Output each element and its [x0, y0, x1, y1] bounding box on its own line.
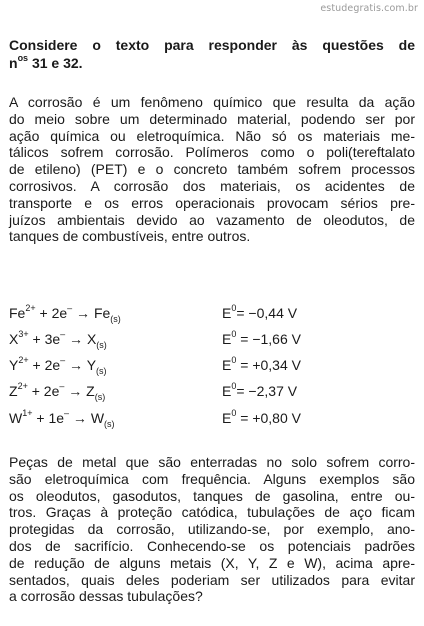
electron-sign: – — [67, 303, 73, 314]
potential-e: E — [222, 383, 232, 399]
product-state: (s) — [104, 418, 115, 429]
standard-potential — [222, 305, 297, 321]
heading-line-1: Considere o texto para responder às questões de — [9, 37, 415, 53]
heading-n: n — [9, 55, 18, 71]
electrons: + 3e — [28, 331, 61, 347]
ion-charge: 2+ — [25, 303, 36, 314]
ion-symbol: W — [9, 410, 23, 426]
potential-zero: 0 — [231, 329, 237, 340]
reaction-row — [9, 357, 415, 381]
product-symbol: Z — [86, 383, 95, 399]
paragraph-line: ação química ou eletroquímica. Não só os materiais me- — [9, 127, 415, 144]
ion-charge: 2+ — [17, 381, 28, 392]
reaction-row — [9, 410, 415, 434]
reaction-arrow: → — [65, 357, 87, 373]
paragraph-line: Peças de metal que são enterradas no solo sofrem corro- — [9, 454, 415, 470]
potential-value: = +0,80 V — [236, 410, 301, 426]
standard-potential — [222, 331, 301, 347]
ion-charge: 3+ — [18, 329, 29, 340]
potential-zero: 0 — [231, 381, 237, 392]
paragraph-line: de etileno) (PET) e o concreto também sofrem processos — [9, 161, 415, 178]
ion-symbol: X — [9, 331, 19, 347]
paragraph-line: A corrosão é um fenômeno químico que resulta da ação — [9, 94, 415, 110]
half-reaction — [9, 329, 107, 350]
paragraph-line: a corrosão dessas tubulações? — [9, 588, 203, 605]
electrons: + 2e — [27, 383, 60, 399]
question-paragraph — [9, 454, 415, 605]
paragraph-line: tros. Graças à proteção catódica, tubulações de aço ficam — [9, 504, 415, 521]
product-state: (s) — [110, 313, 121, 324]
reaction-row — [9, 331, 415, 355]
electron-sign: – — [60, 355, 66, 366]
product-symbol: W — [90, 410, 105, 426]
reaction-arrow: → — [65, 331, 87, 347]
heading-line-2 — [9, 54, 415, 72]
paragraph-line: transporte e os erros operacionais provocam sérios pre- — [9, 194, 415, 211]
ion-charge: 1+ — [22, 408, 33, 419]
electrons: + 2e — [28, 357, 61, 373]
heading-numbers: 31 e 32. — [28, 55, 83, 71]
potential-zero: 0 — [231, 408, 237, 419]
ion-symbol: Y — [9, 357, 19, 373]
potential-zero: 0 — [231, 355, 237, 366]
potential-value: = −0,44 V — [236, 305, 298, 321]
product-state: (s) — [96, 365, 107, 376]
potential-e: E — [222, 410, 232, 426]
potential-value: = −1,66 V — [236, 331, 301, 347]
standard-potential — [222, 383, 297, 399]
product-symbol: X — [86, 331, 97, 347]
intro-paragraph — [9, 94, 415, 245]
paragraph-line: sentados, quais deles poderiam ser utilizados para evitar — [9, 571, 415, 588]
paragraph-line: de redução de alguns metais (X, Y, Z e W), acima apre- — [9, 554, 415, 571]
product-state: (s) — [96, 339, 107, 350]
reaction-row — [9, 305, 415, 329]
potential-value: = +0,34 V — [236, 357, 301, 373]
paragraph-line: do meio sobre um determinado material, podendo ser por — [9, 110, 415, 127]
potential-e: E — [222, 305, 232, 321]
product-symbol: Fe — [93, 305, 111, 321]
watermark: estudegratis.com.br — [320, 3, 418, 14]
paragraph-line: dos de sacrifício. Conhecendo-se os potenciais padrões — [9, 537, 415, 554]
half-reaction — [9, 381, 106, 402]
product-state: (s) — [94, 391, 106, 402]
electron-sign: – — [64, 408, 70, 419]
reaction-arrow: → — [64, 383, 87, 399]
ion-symbol: Z — [9, 383, 18, 399]
reaction-arrow: → — [69, 410, 91, 426]
question-heading — [9, 36, 415, 72]
paragraph-line: os oleodutos, gasodutos, tanques de gasolina, entre ou- — [9, 487, 415, 504]
paragraph-line: juízos ambientais devido ao vazamento de oleodutos, de — [9, 211, 415, 228]
potential-e: E — [222, 357, 232, 373]
standard-potential — [222, 357, 301, 373]
reaction-row — [9, 383, 415, 407]
paragraph-line: são eletroquímica com frequência. Alguns exemplos são — [9, 470, 415, 487]
half-reaction — [9, 355, 107, 376]
standard-potential — [222, 410, 301, 426]
electrons: + 2e — [35, 305, 68, 321]
electron-sign: – — [59, 381, 65, 392]
potential-zero: 0 — [231, 303, 237, 314]
half-reaction — [9, 303, 121, 324]
paragraph-line: tanques de combustíveis, entre outros. — [9, 228, 251, 245]
paragraph-line: tálicos sofrem corrosão. Polímeros como o poli(tereftalato — [9, 144, 415, 161]
potential-e: E — [222, 331, 232, 347]
potential-value: = −2,37 V — [236, 383, 298, 399]
reaction-arrow: → — [72, 305, 94, 321]
ion-charge: 2+ — [18, 355, 29, 366]
paragraph-line: protegidas da corrosão, utilizando-se, por exemplo, ano- — [9, 521, 415, 538]
paragraph-line: corrosivos. A corrosão dos materiais, os acidentes de — [9, 177, 415, 194]
heading-os-superscript: os — [17, 53, 29, 64]
electron-sign: – — [60, 329, 66, 340]
electrons: + 1e — [32, 410, 65, 426]
ion-symbol: Fe — [9, 305, 26, 321]
product-symbol: Y — [86, 357, 97, 373]
half-reaction — [9, 408, 115, 429]
